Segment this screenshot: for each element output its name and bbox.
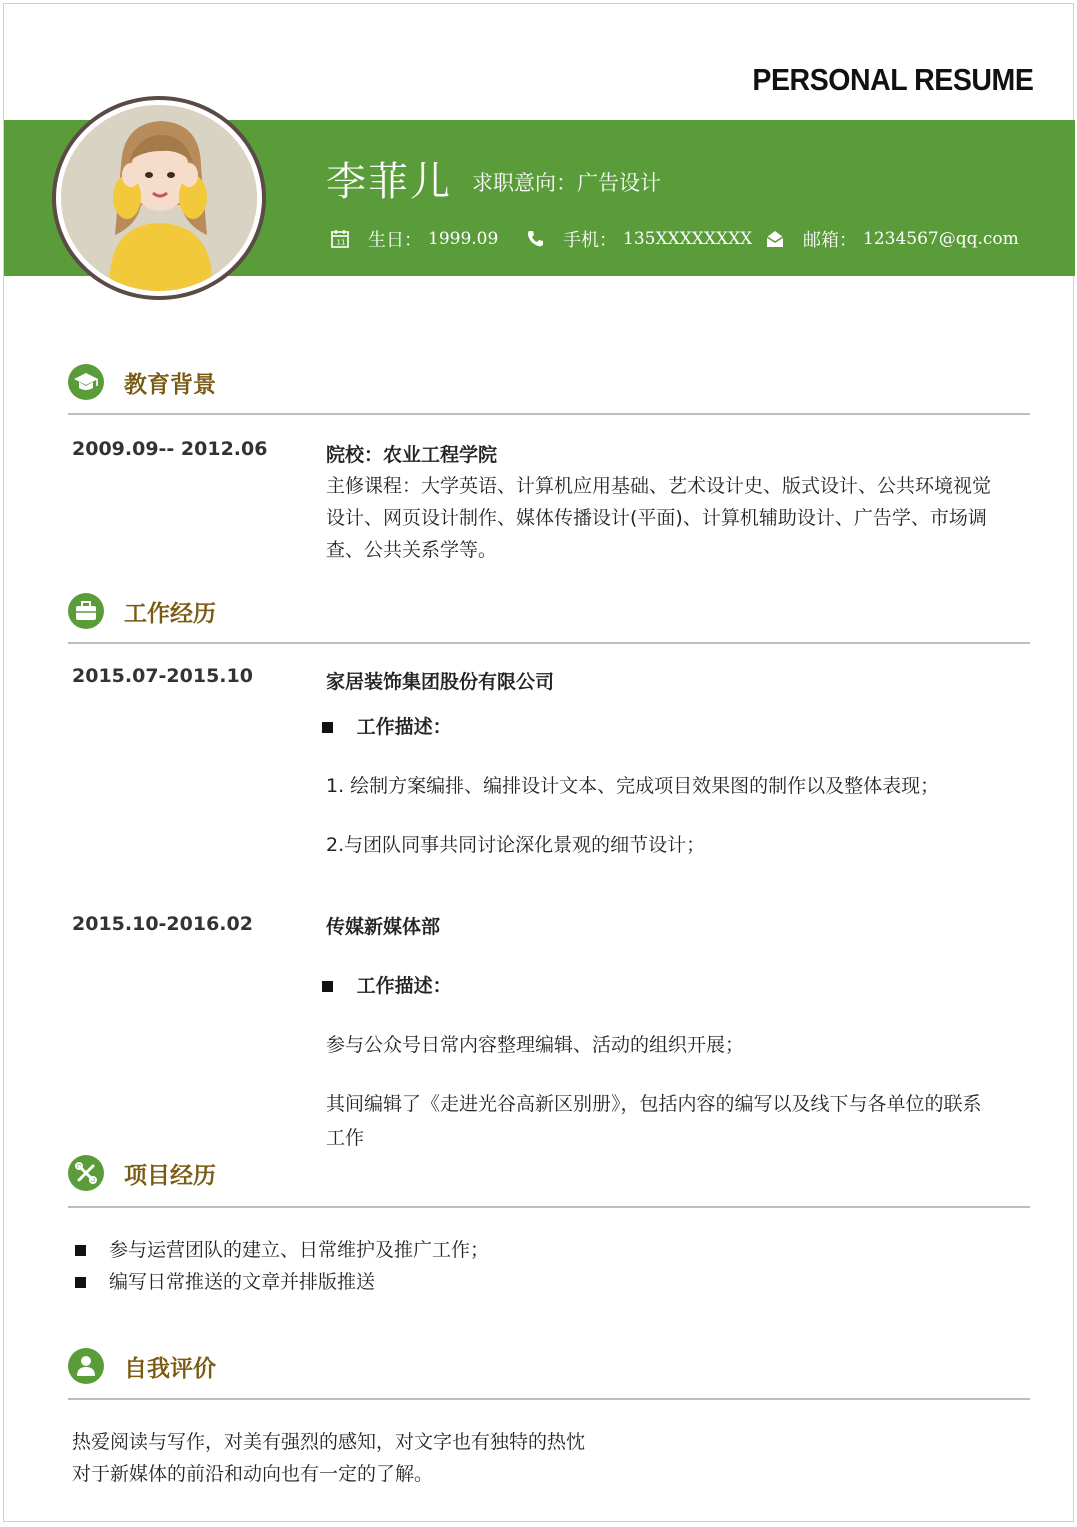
projects-section-header	[68, 1155, 216, 1191]
job-intent: 求职意向：广告设计	[472, 171, 661, 195]
projects-title: 项目经历	[124, 1162, 216, 1189]
tools-icon	[68, 1155, 104, 1191]
self-eval-title: 自我评价	[124, 1355, 216, 1382]
bullet-square-icon	[322, 722, 333, 733]
email-contact	[765, 226, 1019, 252]
job-date: 2015.07-2015.10	[72, 665, 253, 687]
avatar-photo	[61, 105, 257, 291]
job-item: 1. 绘制方案编排、编排设计文本、完成项目效果图的制作以及整体表现；	[326, 775, 940, 797]
work-section-header	[68, 593, 216, 629]
envelope-icon	[765, 229, 785, 249]
graduation-cap-icon	[68, 364, 104, 400]
email-value: 1234567@qq.com	[863, 229, 1019, 249]
bullet-square-icon	[75, 1245, 86, 1256]
education-title: 教育背景	[124, 371, 216, 398]
projects-divider	[68, 1206, 1030, 1208]
courses-line: 查、公共关系学等。	[326, 539, 498, 561]
education-school: 院校：农业工程学院	[326, 444, 498, 466]
document-title: PERSONAL RESUME	[752, 62, 1033, 97]
courses-line: 设计、网页设计制作、媒体传播设计(平面)、计算机辅助设计、广告学、市场调	[326, 507, 987, 529]
phone-value: 135XXXXXXXX	[623, 229, 753, 249]
education-courses	[326, 470, 1036, 566]
job-desc-label: 工作描述：	[356, 716, 452, 738]
job-desc-label-row	[322, 971, 452, 998]
education-date: 2009.09-- 2012.06	[72, 438, 268, 460]
project-item-text: 参与运营团队的建立、日常维护及推广工作；	[109, 1239, 490, 1261]
job-item: 工作	[326, 1127, 365, 1149]
work-title: 工作经历	[124, 600, 216, 627]
birth-value: 1999.09	[428, 229, 499, 249]
job-item: 参与公众号日常内容整理编辑、活动的组织开展；	[326, 1034, 745, 1056]
email-label: 邮箱：	[803, 230, 857, 251]
phone-icon	[525, 229, 545, 249]
bullet-square-icon	[75, 1277, 86, 1288]
candidate-name: 李菲儿	[326, 159, 452, 205]
briefcase-icon	[68, 593, 104, 629]
svg-text:11: 11	[336, 238, 346, 247]
project-item-text: 编写日常推送的文章并排版推送	[109, 1271, 376, 1293]
job-desc-label-row	[322, 712, 452, 739]
birth-label: 生日：	[368, 230, 422, 251]
self-eval-divider	[68, 1398, 1030, 1400]
job-date: 2015.10-2016.02	[72, 913, 253, 935]
job-item: 2.与团队同事共同讨论深化景观的细节设计；	[326, 834, 706, 856]
avatar-photo-illustration	[61, 105, 257, 291]
phone-label: 手机：	[563, 230, 617, 251]
person-icon	[68, 1348, 104, 1384]
job-company: 传媒新媒体部	[326, 916, 441, 938]
work-divider	[68, 642, 1030, 644]
self-eval-line: 热爱阅读与写作，对美有强烈的感知，对文字也有独特的热忱	[72, 1431, 586, 1453]
birth-contact	[330, 226, 498, 252]
job-company: 家居装饰集团股份有限公司	[326, 671, 555, 693]
self-eval-line: 对于新媒体的前沿和动向也有一定的了解。	[72, 1463, 434, 1485]
project-item	[75, 1267, 375, 1294]
education-section-header	[68, 364, 216, 400]
avatar	[52, 96, 266, 300]
project-item	[75, 1235, 489, 1262]
education-divider	[68, 413, 1030, 415]
courses-line: 主修课程：大学英语、计算机应用基础、艺术设计史、版式设计、公共环境视觉	[326, 475, 992, 497]
phone-contact	[525, 226, 752, 252]
job-desc-label: 工作描述：	[356, 975, 452, 997]
job-item: 其间编辑了《走进光谷高新区别册》，包括内容的编写以及线下与各单位的联系	[326, 1093, 982, 1115]
calendar-icon	[330, 229, 350, 249]
self-eval-section-header	[68, 1348, 216, 1384]
bullet-square-icon	[322, 981, 333, 992]
